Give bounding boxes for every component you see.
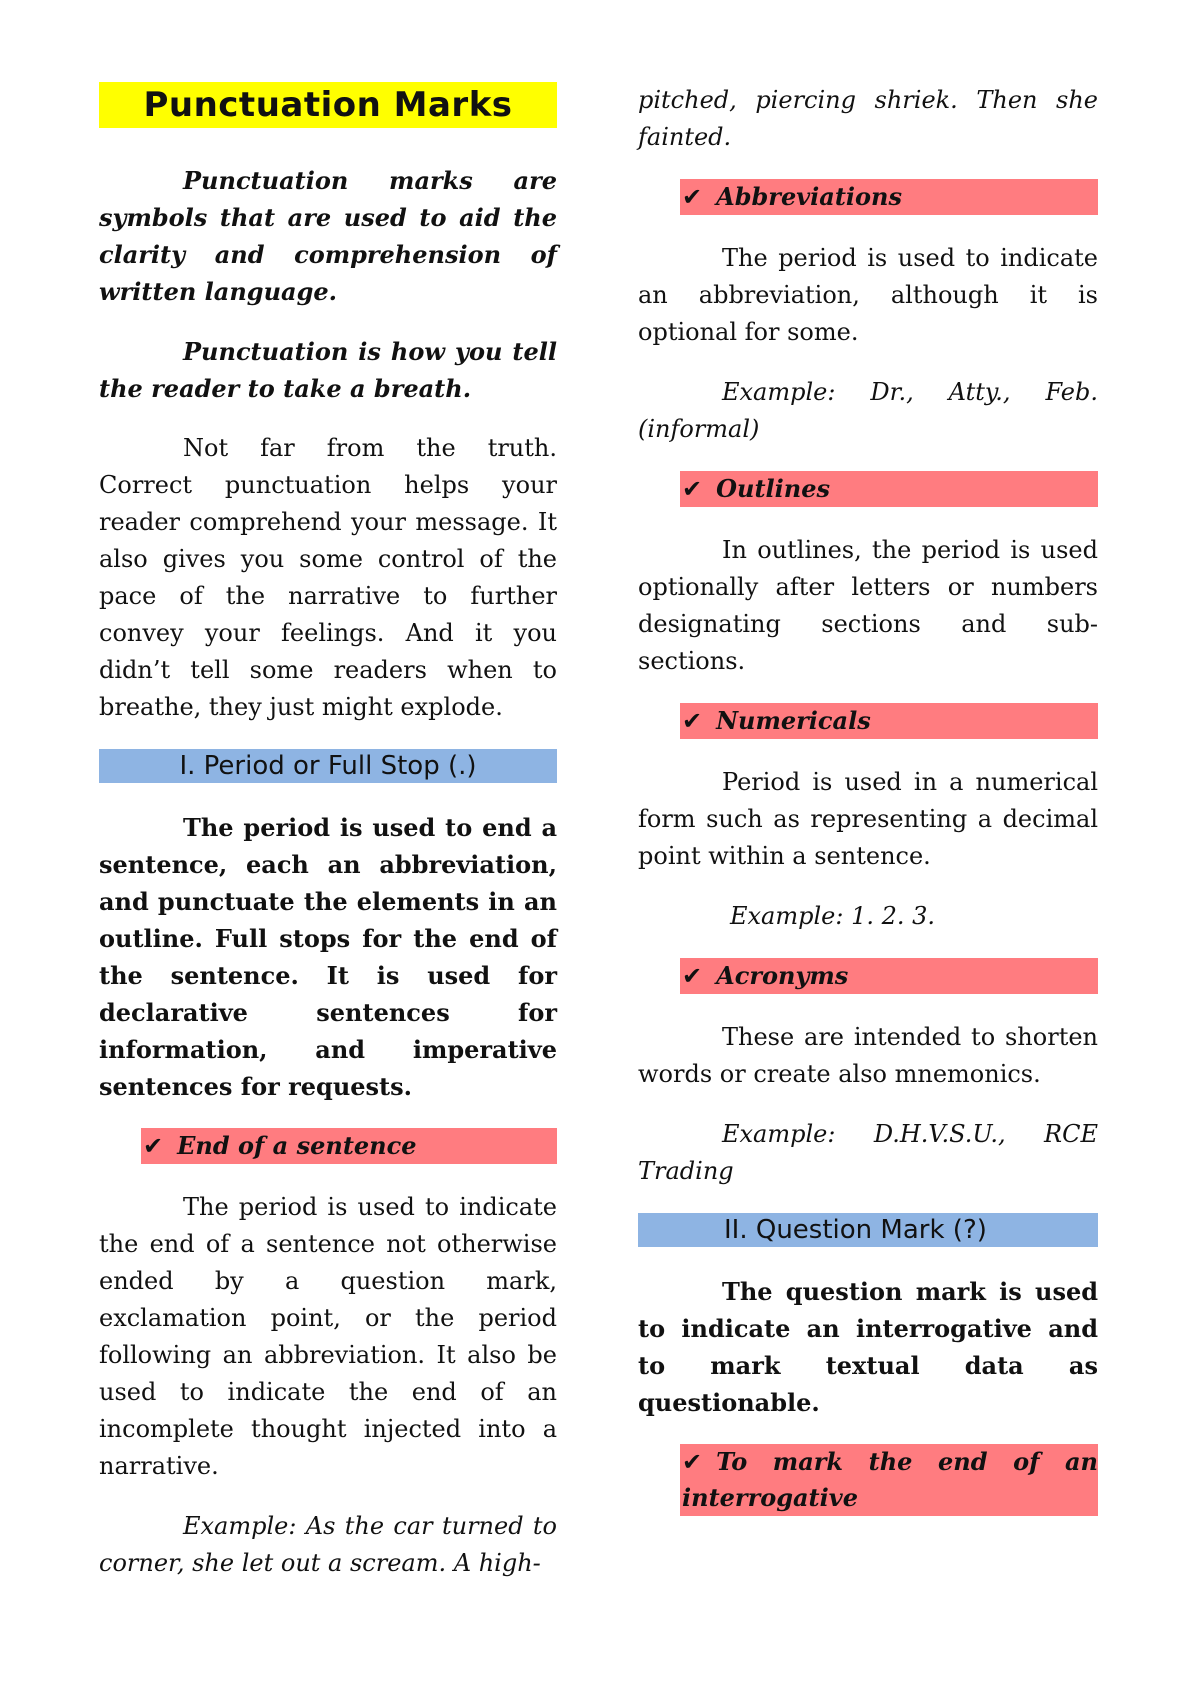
subsection-heading-abbreviations — [680, 179, 1098, 215]
subsection-label: To mark the end of an interrogative — [682, 1447, 1098, 1512]
question-mark-description: The question mark is used to indicate an interrogative and to mark textual data as questionable. — [638, 1277, 1098, 1417]
section-heading-period: I. Period or Full Stop (.) — [99, 749, 557, 783]
end-of-sentence-example-part2: pitched, piercing shriek. Then she fainted. — [638, 86, 1098, 151]
section-heading-question-mark: II. Question Mark (?) — [638, 1213, 1098, 1247]
acronyms-text: These are intended to shorten words or create also mnemonics. — [638, 1023, 1098, 1088]
subsection-heading-numericals — [680, 703, 1098, 739]
outlines-text: In outlines, the period is used optionally after letters or numbers designating sections and sub-sections. — [638, 536, 1098, 675]
subsection-label: Acronyms — [716, 961, 849, 990]
subsection-label: Numericals — [716, 706, 871, 735]
checkmark-icon: ✔ — [682, 1448, 703, 1476]
abbreviations-text: The period is used to indicate an abbreviation, although it is optional for some. — [638, 244, 1098, 346]
abbreviations-example: Example: Dr., Atty., Feb. (informal) — [638, 378, 1098, 443]
checkmark-icon: ✔ — [682, 183, 703, 211]
subsection-label: End of a sentence — [177, 1131, 417, 1160]
end-of-sentence-text: The period is used to indicate the end of a sentence not otherwise ended by a question mark, exclamation point, or the period following an abbreviation. It also be used to indicate the end of an incomplete thought injected into a narrative. — [99, 1193, 557, 1480]
acronyms-example: Example: D.H.V.S.U., RCE Trading — [638, 1120, 1098, 1185]
intro-breath-quote: Punctuation is how you tell the reader to take a breath. — [99, 337, 557, 403]
subsection-heading-outlines — [680, 471, 1098, 507]
subsection-heading-acronyms — [680, 958, 1098, 994]
checkmark-icon: ✔ — [682, 475, 703, 503]
checkmark-icon: ✔ — [682, 707, 703, 735]
intro-paragraph: Not far from the truth. Correct punctuation helps your reader comprehend your message. It also gives you some control of the pace of the narrative to further convey your feelings. And it you didn’t tell some readers when to breathe, they just might explode. — [99, 434, 557, 721]
right-column — [638, 82, 1098, 1541]
numericals-example: Example: 1. 2. 3. — [730, 902, 936, 930]
intro-definition: Punctuation marks are symbols that are used to aid the clarity and comprehension of written language. — [99, 166, 557, 306]
checkmark-icon: ✔ — [682, 962, 703, 990]
end-of-sentence-example-part1: Example: As the car turned to corner, she let out a scream. A high- — [99, 1512, 557, 1577]
left-column — [99, 82, 557, 1582]
subsection-heading-end-of-sentence — [141, 1128, 557, 1164]
numericals-text: Period is used in a numerical form such as representing a decimal point within a sentence. — [638, 768, 1098, 870]
checkmark-icon: ✔ — [143, 1132, 164, 1160]
page-title: Punctuation Marks — [99, 82, 557, 128]
period-description: The period is used to end a sentence, each an abbreviation, and punctuate the elements in an outline. Full stops for the end of the sentence. It is used for declarative sentences for information, and imperative sentences for requests. — [99, 813, 557, 1101]
subsection-label: Outlines — [716, 474, 831, 503]
subsection-label: Abbreviations — [716, 182, 902, 211]
subsection-heading-end-of-interrogative — [680, 1444, 1098, 1516]
